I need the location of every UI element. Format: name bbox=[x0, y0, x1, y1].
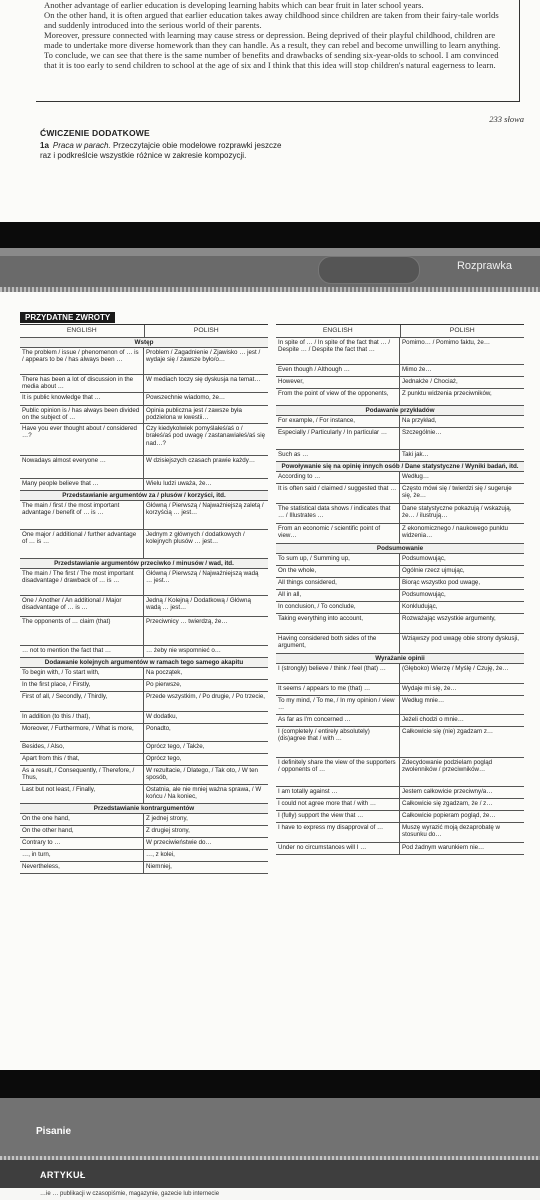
table-row bbox=[276, 843, 524, 855]
phrase-polish: Ponadto, bbox=[146, 725, 171, 732]
table-row bbox=[276, 389, 524, 406]
phrase-english: In the first place, / Firstly, bbox=[20, 680, 144, 691]
table-row bbox=[20, 862, 268, 874]
table-row bbox=[20, 766, 268, 785]
phrase-polish: Pomimo… / Pomimo faktu, że… bbox=[402, 339, 491, 346]
table-row bbox=[276, 472, 524, 484]
table-row bbox=[276, 365, 524, 377]
phrase-english: Contrary to … bbox=[20, 838, 144, 849]
phrase-polish: W przeciwieństwie do… bbox=[146, 839, 212, 846]
table-row bbox=[276, 787, 524, 799]
table-row bbox=[276, 715, 524, 727]
phrase-polish: Jednym z głównych / dodatkowych / kolejnych plusów … jest… bbox=[146, 531, 245, 546]
table-row bbox=[276, 602, 524, 614]
phrase-english: All things considered, bbox=[276, 578, 400, 589]
phrases-table-right bbox=[276, 324, 524, 855]
phrase-english: Many people believe that … bbox=[20, 479, 144, 490]
phrase-english: Especially / Particularly / In particular … bbox=[276, 428, 400, 449]
phrases-table-left bbox=[20, 324, 268, 874]
phrase-polish: Ogólnie rzecz ujmując, bbox=[402, 567, 465, 574]
table-row bbox=[20, 501, 268, 530]
phrase-polish: Powszechnie wiadomo, że… bbox=[146, 394, 226, 401]
phrase-polish: Ostatnia, ale nie mniej ważna sprawa, / W końcu / Na koniec, bbox=[146, 786, 262, 801]
table-row bbox=[276, 614, 524, 634]
phrase-polish: Z jednej strony, bbox=[146, 815, 188, 822]
table-subheading: Wyrażanie opinii bbox=[276, 654, 524, 664]
phrase-english: However, bbox=[276, 377, 400, 388]
table-row bbox=[20, 785, 268, 804]
phrase-polish: Szczególnie… bbox=[402, 429, 442, 436]
phrase-english: Having considered both sides of the argument, bbox=[276, 634, 400, 653]
phrase-polish: Według mnie… bbox=[402, 697, 445, 704]
phrases-tables bbox=[20, 324, 526, 969]
subsection-title: ARTYKUŁ bbox=[40, 1170, 86, 1180]
table-row bbox=[20, 406, 268, 424]
phrase-english: It seems / appears to me (that) … bbox=[276, 684, 400, 695]
phrase-english: For example, / For instance, bbox=[276, 416, 400, 427]
column-header-polish: POLISH bbox=[449, 327, 475, 334]
phrase-english: To sum up, / Summing up, bbox=[276, 554, 400, 565]
phrase-english: In conclusion, / To conclude, bbox=[276, 602, 400, 613]
extra-exercise bbox=[40, 128, 290, 161]
phrase-english: The main / first / the most important advantage / benefit of … is … bbox=[20, 501, 144, 529]
phrase-english: I (completely / entirely absolutely) (dis)agree that / with … bbox=[276, 727, 400, 757]
phrase-polish: Taki jak… bbox=[402, 451, 429, 458]
table-row bbox=[20, 742, 268, 754]
phrase-polish: W dodatku, bbox=[146, 713, 178, 720]
phrase-polish: Często mówi się / twierdzi się / sugeruje się, że… bbox=[402, 485, 512, 500]
phrase-polish: Rozważając wszystkie argumenty, bbox=[402, 615, 496, 622]
phrase-polish: Jestem całkowicie przeciwny/a… bbox=[402, 788, 493, 795]
phrase-polish: Oprócz tego, bbox=[146, 755, 182, 762]
table-row bbox=[276, 450, 524, 462]
phrase-english: Have you ever thought about / considered …? bbox=[20, 424, 144, 455]
table-row bbox=[20, 754, 268, 766]
table-subheading: Przedstawianie kontrargumentów bbox=[20, 804, 268, 814]
phrase-english: Apart from this / that, bbox=[20, 754, 144, 765]
banner-title: Rozprawka bbox=[456, 260, 512, 272]
phrase-english: Last but not least, / Finally, bbox=[20, 785, 144, 803]
phrase-english: Even though / Although … bbox=[276, 365, 400, 376]
table-row bbox=[276, 554, 524, 566]
table-row bbox=[20, 850, 268, 862]
column-header-english: ENGLISH bbox=[276, 325, 401, 337]
phrase-polish: Całkowicie się (nie) zgadzam z… bbox=[402, 728, 494, 735]
phrase-english: Besides, / Also, bbox=[20, 742, 144, 753]
phrase-english: Moreover, / Furthermore, / What is more, bbox=[20, 724, 144, 741]
phrase-polish: Główną / Pierwszą / Najważniejszą wadą … jest… bbox=[146, 570, 259, 585]
page-gap-top bbox=[0, 222, 540, 248]
phrase-polish: W rezultacie, / Dlatego, / Tak oto, / W ten sposób, bbox=[146, 767, 258, 782]
column-header-english: ENGLISH bbox=[20, 325, 145, 337]
table-row bbox=[276, 799, 524, 811]
table-row bbox=[20, 348, 268, 375]
table-row bbox=[20, 814, 268, 826]
word-count: 233 słowa bbox=[489, 114, 524, 124]
table-row bbox=[20, 680, 268, 692]
table-row bbox=[276, 484, 524, 504]
phrase-english: Such as … bbox=[276, 450, 400, 461]
phrase-polish: Całkowicie popieram pogląd, że… bbox=[402, 812, 496, 819]
exercise-title: ĆWICZENIE DODATKOWE bbox=[40, 128, 150, 138]
table-row bbox=[276, 428, 524, 450]
phrase-english: Taking everything into account, bbox=[276, 614, 400, 633]
table-header bbox=[276, 324, 524, 338]
phrase-polish: Opinia publiczna jest / zawsze była podzielona w kwestii… bbox=[146, 407, 242, 422]
table-row bbox=[20, 479, 268, 491]
phrase-polish: Z drugiej strony, bbox=[146, 827, 190, 834]
phrase-english: In addition (to this / that), bbox=[20, 712, 144, 723]
phrase-english: On the other hand, bbox=[20, 826, 144, 837]
phrase-english: One / Another / An additional / Major disadvantage of … is … bbox=[20, 596, 144, 616]
table-row bbox=[20, 692, 268, 712]
phrase-english: According to … bbox=[276, 472, 400, 483]
table-row bbox=[276, 590, 524, 602]
phrase-polish: Przeciwnicy … twierdzą, że… bbox=[146, 618, 228, 625]
phrase-english: The statistical data shows / indicates that … / Illustrates … bbox=[276, 504, 400, 523]
table-row bbox=[276, 566, 524, 578]
chapter-banner bbox=[0, 248, 540, 292]
phrase-english: I have to express my disapproval of … bbox=[276, 823, 400, 842]
essay-text-block bbox=[36, 0, 520, 102]
table-row bbox=[276, 416, 524, 428]
phrase-english: I definitely share the view of the supporters / opponents of … bbox=[276, 758, 400, 786]
column-header-polish: POLISH bbox=[193, 327, 219, 334]
phrase-polish: …, z kolei, bbox=[146, 851, 175, 858]
phrase-polish: Czy kiedykolwiek pomyślałeś/aś o / brałeś/aś pod uwagę / zastanawiałeś/aś się nad…? bbox=[146, 425, 266, 447]
table-row bbox=[20, 375, 268, 393]
table-subheading: Przedstawianie argumentów za / plusów / korzyści, itd. bbox=[20, 491, 268, 501]
table-row bbox=[276, 664, 524, 684]
phrase-polish: Wziąwszy pod uwagę obie strony dyskusji, bbox=[402, 635, 519, 642]
next-page-header bbox=[0, 1098, 540, 1200]
table-row bbox=[20, 393, 268, 406]
phrase-polish: Przede wszystkim, / Po drugie, / Po trzecie, bbox=[146, 693, 265, 700]
phrase-polish: Niemniej, bbox=[146, 863, 172, 870]
phrase-english: It is public knowledge that … bbox=[20, 393, 144, 405]
table-row bbox=[20, 530, 268, 559]
page-gap-bottom bbox=[0, 1070, 540, 1098]
phrase-polish: Po pierwsze, bbox=[146, 681, 182, 688]
phrase-english: As a result, / Consequently, / Therefore, / Thus, bbox=[20, 766, 144, 784]
table-row bbox=[276, 634, 524, 654]
table-row bbox=[20, 456, 268, 479]
phrase-english: I (strongly) believe / think / feel (that) … bbox=[276, 664, 400, 683]
phrase-english: From an economic / scientific point of view… bbox=[276, 524, 400, 543]
exercise-instruction bbox=[40, 141, 290, 161]
phrase-english: …, in turn, bbox=[20, 850, 144, 861]
table-row bbox=[276, 727, 524, 758]
phrase-polish: Na przykład, bbox=[402, 417, 437, 424]
phrase-polish: Jednakże / Chociaż, bbox=[402, 378, 458, 385]
phrase-english: To begin with, / To start with, bbox=[20, 668, 144, 679]
phrase-english: In spite of … / In spite of the fact that … / Despite … / Despite the fact that … bbox=[276, 338, 400, 364]
table-row bbox=[276, 696, 524, 715]
table-row bbox=[276, 811, 524, 823]
table-row bbox=[20, 596, 268, 617]
phrase-polish: Na początek, bbox=[146, 669, 183, 676]
phrase-polish: Zdecydowanie podzielam pogląd zwolenników / przeciwników… bbox=[402, 759, 493, 774]
table-row bbox=[276, 578, 524, 590]
phrase-polish: Główną / Pierwszą / Najważniejszą zaletą / korzyścią … jest… bbox=[146, 502, 264, 517]
essay-paragraph: Moreover, pressure connected with learning may cause stress or depression. Being deprived of their playful childhood, children are made to undertake more diverse homework than they can handle. As a result, they can rebel and become unwilling to learn anything. bbox=[44, 30, 501, 50]
phrase-polish: Jedną / Kolejną / Dodatkową / Główną wadą … jest… bbox=[146, 597, 251, 612]
phrase-polish: Muszę wyrazić moją dezaprobatę w stosunku do… bbox=[402, 824, 501, 839]
phrase-polish: Podsumowując, bbox=[402, 555, 446, 562]
table-row bbox=[276, 504, 524, 524]
table-row bbox=[20, 424, 268, 456]
table-row bbox=[20, 569, 268, 596]
phrase-polish: Biorąc wszystko pod uwagę, bbox=[402, 579, 481, 586]
phrase-polish: … żeby nie wspomnieć o… bbox=[146, 647, 221, 654]
exercise-task-text: Przeczytajcie obie modelowe rozprawki jeszcze raz i podkreślcie wszystkie różnice w zakresie kompozycji. bbox=[40, 141, 282, 160]
table-row bbox=[20, 826, 268, 838]
table-row bbox=[276, 684, 524, 696]
phrase-english: Public opinion is / has always been divided on the subject of … bbox=[20, 406, 144, 423]
phrase-english: I could not agree more that / with … bbox=[276, 799, 400, 810]
table-row bbox=[276, 338, 524, 365]
phrase-polish: Według… bbox=[402, 473, 430, 480]
section-title: Pisanie bbox=[36, 1126, 72, 1137]
phrase-english: One major / additional / further advantage of … is … bbox=[20, 530, 144, 558]
phrase-english: As far as I'm concerned … bbox=[276, 715, 400, 726]
table-subheading: Powoływanie się na opinię innych osób / Dane statystyczne / Wyniki badań, itd. bbox=[276, 462, 524, 472]
phrase-polish: Konkludując, bbox=[402, 603, 438, 610]
table-subheading: Przedstawianie argumentów przeciwko / minusów / wad, itd. bbox=[20, 559, 268, 569]
phrase-english: … not to mention the fact that … bbox=[20, 646, 144, 657]
table-subheading: Podawanie przykładów bbox=[276, 406, 524, 416]
banner-dot-strip bbox=[0, 287, 540, 292]
essay-paragraph: To conclude, we can see that there is the same number of benefits and drawbacks of sending six-year-olds to school. I am convinced that it is too early to send children to school at the age of six and I think that this idea will stop children's natural eagerness to learn. bbox=[44, 50, 499, 70]
table-row bbox=[276, 758, 524, 787]
phrase-polish: Jeżeli chodzi o mnie… bbox=[402, 716, 464, 723]
phrase-polish: W dzisiejszych czasach prawie każdy… bbox=[146, 457, 256, 464]
phrase-polish: Wielu ludzi uważa, że… bbox=[146, 480, 212, 487]
phrase-english: On the whole, bbox=[276, 566, 400, 577]
phrase-polish: Z ekonomicznego / naukowego punktu widzenia… bbox=[402, 525, 508, 540]
phrase-polish: Podsumowując, bbox=[402, 591, 446, 598]
phrase-english: From the point of view of the opponents, bbox=[276, 389, 400, 405]
phrase-polish: (Głęboko) Wierzę / Myślę / Czuję, że… bbox=[402, 665, 509, 672]
phrase-polish: Mimo że… bbox=[402, 366, 432, 373]
table-subheading: Podsumowanie bbox=[276, 544, 524, 554]
exercise-number: 1a bbox=[40, 141, 49, 150]
table-row bbox=[20, 617, 268, 646]
table-header bbox=[20, 324, 268, 338]
phrase-english: It is often said / claimed / suggested that … bbox=[276, 484, 400, 503]
phrase-english: Nowadays almost everyone … bbox=[20, 456, 144, 478]
essay-paragraph: Another advantage of earlier education is developing learning habits which can bear fruit in later school years. bbox=[44, 0, 424, 10]
table-row bbox=[20, 724, 268, 742]
phrase-english: There has been a lot of discussion in the media about … bbox=[20, 375, 144, 392]
phrase-english: I am totally against … bbox=[276, 787, 400, 798]
phrase-polish: Całkowicie się zgadzam, że / z… bbox=[402, 800, 493, 807]
phrase-english: The problem / issue / phenomenon of … is / appears to be / has always been … bbox=[20, 348, 144, 374]
phrase-english: The opponents of … claim (that) bbox=[20, 617, 144, 645]
phrase-polish: Dane statystyczne pokazują / wskazują, że… / ilustrują… bbox=[402, 505, 512, 520]
phrase-english: Nevertheless, bbox=[20, 862, 144, 873]
table-row bbox=[276, 377, 524, 389]
phrase-polish: W mediach toczy się dyskusja na temat… bbox=[146, 376, 261, 383]
table-subheading: Wstęp bbox=[20, 338, 268, 348]
phrase-polish: Problem / Zagadnienie / Zjawisko … jest / wydaje się / zawsze było/o… bbox=[146, 349, 261, 364]
table-row bbox=[276, 524, 524, 544]
phrase-english: All in all, bbox=[276, 590, 400, 601]
table-row bbox=[20, 838, 268, 850]
banner-decoration bbox=[318, 256, 420, 284]
phrase-english: To my mind, / To me, / In my opinion / view … bbox=[276, 696, 400, 714]
table-row bbox=[20, 646, 268, 658]
phrase-polish: Z punktu widzenia przeciwników, bbox=[402, 390, 492, 397]
cut-off-text: …ie … publikacji w czasopiśmie, magazynie, gazecie lub internecie bbox=[40, 1191, 220, 1197]
phrase-polish: Pod żadnym warunkiem nie… bbox=[402, 844, 485, 851]
phrase-english: I (fully) support the view that … bbox=[276, 811, 400, 822]
exercise-task-italic: Praca w parach. bbox=[52, 141, 111, 150]
phrase-polish: Wydaje mi się, że… bbox=[402, 685, 457, 692]
useful-phrases-label: PRZYDATNE ZWROTY bbox=[20, 312, 115, 323]
phrase-english: Under no circumstances will I … bbox=[276, 843, 400, 854]
phrase-polish: Oprócz tego, / Także, bbox=[146, 743, 205, 750]
table-subheading: Dodawanie kolejnych argumentów w ramach tego samego akapitu bbox=[20, 658, 268, 668]
table-row bbox=[20, 668, 268, 680]
table-row bbox=[20, 712, 268, 724]
phrase-english: The main / The first / The most important disadvantage / drawback of … is … bbox=[20, 569, 144, 595]
phrase-english: First of all, / Secondly, / Thirdly, bbox=[20, 692, 144, 711]
table-row bbox=[276, 823, 524, 843]
phrase-english: On the one hand, bbox=[20, 814, 144, 825]
banner-stripe bbox=[0, 248, 540, 256]
essay-paragraph: On the other hand, it is often argued that earlier education takes away childhood since children are taken from their fairy-tale worlds and suddenly introduced into the serious world of their parents. bbox=[44, 10, 499, 30]
